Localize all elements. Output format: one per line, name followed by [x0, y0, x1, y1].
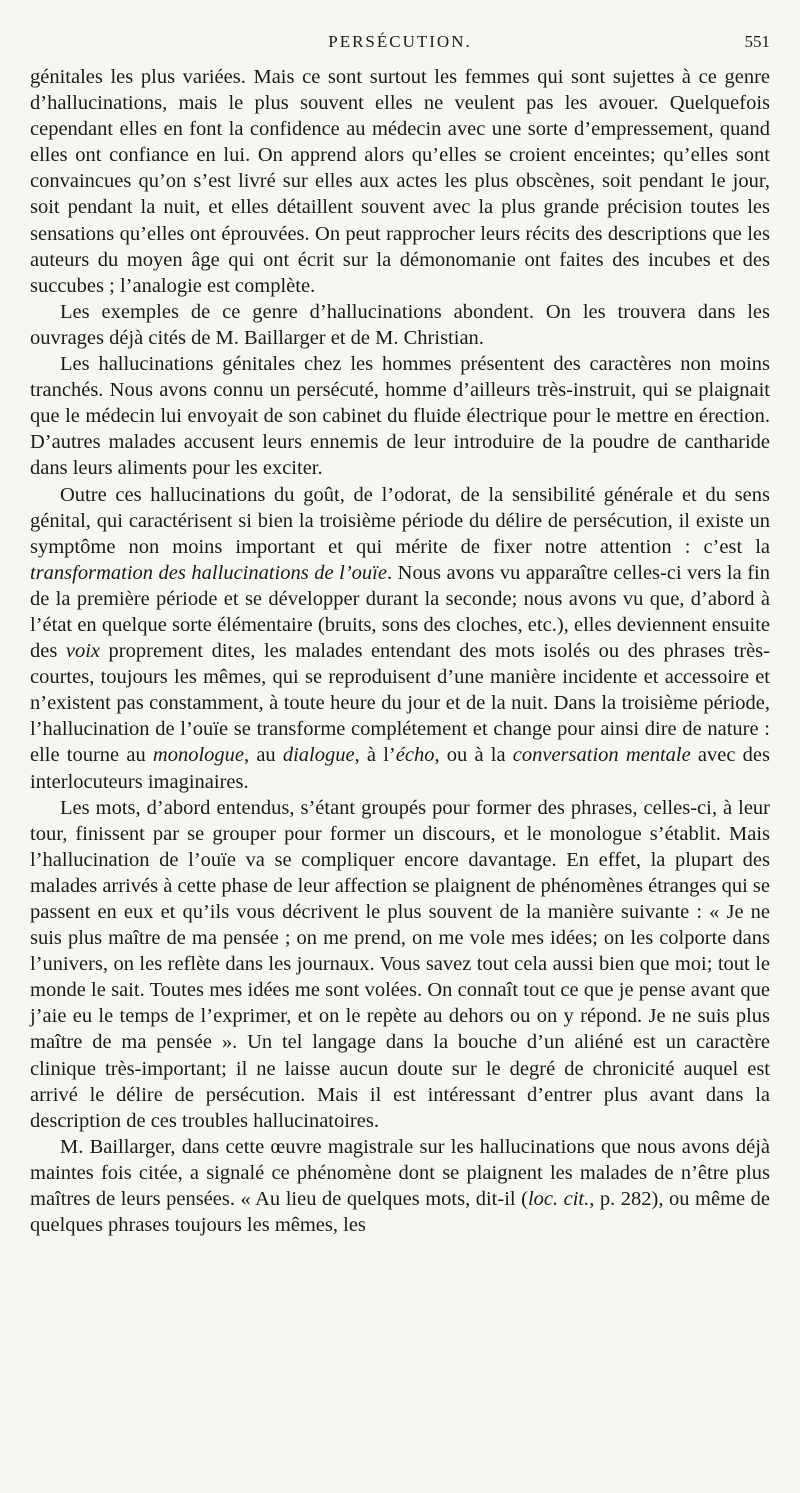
text-run: , p. 282), ou même de quelques phrases toujours les mêmes, les: [30, 1188, 771, 1237]
italic-text: conversation mentale: [512, 744, 691, 767]
text-run: Les mots, d’abord entendus, s’étant groupés pour former des phrases, celles-ci, à leur tour, finissent par se grouper pour former un discours, et le monologue s’établit. Mais l’hallucination de l’ouïe va se compliquer encore davantage. En effet, la plupart des malades arrivés à cette phase de leur affection se plaignent de phénomènes étranges qui se passent en eux et qu’ils vous décrivent le plus souvent de la manière suivante : « Je ne suis plus maître de ma pensée ; on me prend, on me vole mes idées; on les colporte dans l’univers, on les reflète dans les journaux. Vous savez tout cela aussi bien que moi; tout le monde le sait. Toutes mes idées me sont volées. On connaît tout ce que je pense avant que j’aie eu le temps de l’exprimer, et on le repète au dehors ou on y répond. Je ne suis plus maître de ma pensée ». Un tel langage dans la bouche d’un aliéné est un caractère clinique très-important; il ne laisse aucun doute sur le degré de chronicité auquel est arrivé le délire de persécution. Mais il est intéressant d’entrer plus avant dans la description de ces troubles hallucinatoires.: [30, 796, 770, 1132]
text-run: Les exemples de ce genre d’hallucinations abondent. On les trouvera dans les ouvrages déjà cités de M. Baillarger et de M. Christian.: [30, 300, 770, 349]
italic-text: monologue: [152, 744, 244, 767]
text-run: Les hallucinations génitales chez les hommes présentent des caractères non moins tranchés. Nous avons connu un persécuté, homme d’ailleurs très-instruit, qui se plaignait que le médecin lui envoyait de son cabinet du fluide électrique pour le mettre en érection. D’autres malades accusent leurs ennemis de leur introduire de la poudre de cantharide dans leurs aliments pour les exciter.: [30, 353, 770, 480]
paragraph-4: [30, 482, 770, 795]
italic-text: transformation des hallucinations de l’ouïe: [30, 561, 387, 584]
italic-text: écho: [395, 744, 435, 767]
italic-text: voix: [65, 640, 101, 663]
paragraph-5: [30, 795, 770, 1134]
text-run: M. Baillarger, dans cette œuvre magistrale sur les hallucinations que nous avons déjà maintes fois citée, a signalé ce phénomène dont se plaignent les malades de n’être plus maîtres de leurs pensées. « Au lieu de quelques mots, dit-il (: [30, 1135, 770, 1211]
text-run: génitales les plus variées. Mais ce sont surtout les femmes qui sont sujettes à ce genre d’hallucinations, mais le plus souvent elles ne veulent pas les avouer. Quelquefois cependant elles en font la confidence au médecin avec une sorte d’empressement, quand elles ont confiance en lui. On apprend alors qu’elles se croient enceintes; qu’elles sont convaincues qu’on s’est livré sur elles aux actes les plus obscènes, soit pendant le jour, soit pendant la nuit, et elles détaillent souvent avec la plus grande précision toutes les sensations qu’elles ont éprouvées. On peut rapprocher leurs récits des descriptions que les auteurs du moyen âge qui ont écrit sur la démonomanie ont faites des incubes et des succubes ; l’analogie est complète.: [30, 66, 770, 297]
running-title: PERSÉCUTION.: [328, 32, 472, 51]
text-run: proprement dites, les malades entendant des mots isolés ou des phrases très-courtes, toujours les mêmes, qui se reproduisent d’une manière incidente et accessoire et n’existent pas constamment, à toute heure du jour et de la nuit. Dans la troisième période, l’hallucination de l’ouïe se transforme complétement et change pour ainsi dire de nature : elle tourne au: [30, 640, 770, 767]
text-run: , ou à la: [434, 744, 513, 767]
text-run: Outre ces hallucinations du goût, de l’odorat, de la sensibilité générale et du sens génital, qui caractérisent si bien la troisième période du délire de persécution, il existe un symptôme non moins important et qui mérite de fixer notre attention : c’est la: [30, 483, 770, 558]
paragraph-2: [30, 299, 770, 351]
page-header: [30, 26, 770, 60]
text-run: , au: [244, 744, 283, 767]
body-text: [30, 64, 770, 1238]
book-page: [30, 26, 770, 1446]
italic-text: dialogue: [282, 744, 355, 767]
text-run: . Nous avons vu apparaître celles-ci vers la fin de la première période et se développer durant la seconde; nous avons vu que, d’abord à l’état en quelque sorte élémentaire (bruits, sons des cloches, etc.), elles deviennent ensuite des: [30, 561, 770, 663]
paragraph-1: [30, 64, 770, 299]
paragraph-6: [30, 1134, 770, 1238]
page-number: 551: [744, 32, 770, 51]
text-run: avec des interlocuteurs imaginaires.: [30, 744, 770, 793]
italic-text: loc. cit.: [527, 1188, 590, 1211]
text-run: , à l’: [354, 744, 396, 767]
paragraph-3: [30, 351, 770, 481]
